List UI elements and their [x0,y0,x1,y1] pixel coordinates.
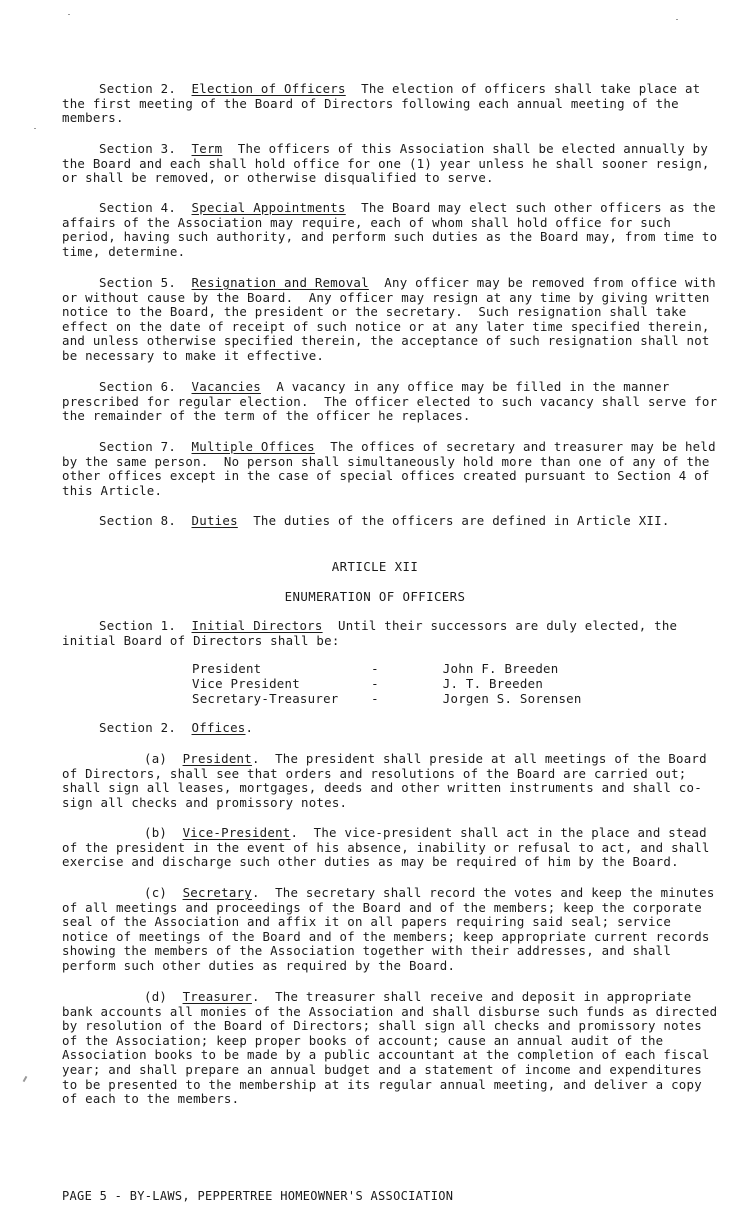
scan-speck [68,14,70,15]
section-label: Section 7. [99,439,177,454]
section-body: Any officer may be removed from office with or without cause by the Board. Any officer may resign at any time by giving written notice to the Board, the president or the secretary. Such resignation shall take effect on the date of receipt of such notice or at any later time specified therein, and unless otherwise specified therein, the acceptance of such resignation shall not be necessary to make it effective. [62,275,724,363]
section-label: Section 5. [99,275,177,290]
item-title: President [182,751,252,766]
section-2-election [62,82,722,126]
section-label: Section 2. [99,720,177,735]
section-1-initial-directors [62,619,722,648]
section-4-special-appointments [62,200,726,259]
item-body: The secretary shall record the votes and keep the minutes of all meetings and proceedings of the Board and of the members; keep the corporate seal of the Association and affix it on all papers requiring said seal; service notice of meetings of the Board and of the members; keep appropriate current records showing the members of the Association together with their addresses, and shall perform such other duties as required by the Board. [62,885,723,973]
section-body: The duties of the officers are defined in Article XII. [237,513,670,528]
section-3-term [62,142,722,186]
item-marker: (d) [144,989,168,1004]
office-president: (a) President. The president shall preside at all meetings of the Board of Directors, shall see that orders and resolutions of the Board are carried out; shall sign all leases, mortgages, deeds and other written instruments and shall co-sign all checks and promissory notes. [62,751,715,810]
item-marker: (a) [144,751,168,766]
scan-speck [676,19,678,20]
item-title: Vice-President [182,825,291,840]
officer-name: Jorgen S. Sorensen [442,691,582,706]
section-title: Special Appointments [191,200,346,215]
item-marker: (b) [144,825,168,840]
item-title: Treasurer [182,989,252,1004]
officer-title: Vice President [192,676,300,691]
section-body: The officers of this Association shall be elected annually by the Board and each shall hold office for one (1) year unless he shall sooner resign, or shall be removed, or otherwise disqualified to serve. [62,141,718,186]
article-heading: ARTICLE XII [331,559,419,574]
section-body: The election of officers shall take place at the first meeting of the Board of Directors following each annual meeting of the members. [62,81,709,126]
section-2-offices: Section 2. Offices. [99,720,254,735]
section-label: Section 8. [99,513,177,528]
item-body: The vice-president shall act in the place and stead of the president in the event of his absence, inability or refusal to act, and shall exercise and discharge such other duties as may be required of him by the Board. [62,825,718,870]
section-5-resignation [62,276,722,364]
scan-speck [34,128,36,129]
section-label: Section 2. [99,81,177,96]
item-marker: (c) [144,885,168,900]
section-title: Vacancies [191,379,261,394]
section-title: Initial Directors [191,618,323,633]
officer-name: John F. Breeden [442,661,559,676]
section-title: Multiple Offices [191,439,315,454]
section-label: Section 6. [99,379,177,394]
office-secretary: (c) Secretary. The secretary shall record the votes and keep the minutes of all meetings and proceedings of the Board and of the members; keep the corporate seal of the Association and affix it on all papers requiring said seal; service notice of meetings of the Board and of the members; keep appropriate current records showing the members of the Association together with their addresses, and shall perform such other duties as required by the Board. [62,885,723,973]
section-label: Section 4. [99,200,177,215]
separator-dash: - [371,661,379,676]
section-body: The offices of secretary and treasurer may be held by the same person. No person shall simultaneously hold more than one of any of the other offices except in the case of special offices created pursuant to Section 4 of this Article. [62,439,724,498]
list-item [192,676,612,691]
officer-title: Secretary-Treasurer [192,691,339,706]
section-title: Duties [191,513,238,528]
section-7-multiple-offices [62,440,722,498]
item-body: The treasurer shall receive and deposit in appropriate bank accounts all monies of the Association and shall disburse such funds as directed by resolution of the Board of Directors; shall sign all checks and promissory notes of the Association; keep proper books of account; cause an annual audit of the Association books to be made by a public accountant at the completion of each fiscal year; and shall prepare an annual budget and a statement of income and expenditures to be presented to the membership at its regular annual meeting, and deliver a copy of each to the members. [62,989,726,1107]
section-title: Resignation and Removal [191,275,369,290]
item-body: The president shall preside at all meetings of the Board of Directors, shall see that orders and resolutions of the Board are carried out; shall sign all leases, mortgages, deeds and other written instruments and shall co-sign all checks and promissory notes. [62,751,715,810]
section-title: Offices [191,720,246,735]
section-8-duties [62,514,722,529]
section-body: A vacancy in any office may be filled in the manner prescribed for regular election. The officer elected to such vacancy shall serve for the remainder of the term of the officer he replaces. [62,379,726,424]
item-title: Secretary [182,885,252,900]
list-item [192,661,612,676]
page-footer: PAGE 5 - BY-LAWS, PEPPERTREE HOMEOWNER'S ASSOCIATION [62,1189,454,1203]
section-label: Section 1. [99,618,177,633]
separator-dash: - [371,676,379,691]
section-body: The Board may elect such other officers as the affairs of the Association may require, each of whom shall hold office for such period, having such authority, and perform such duties as the Board may, from time to time, determine. [62,200,726,259]
initial-directors-list [192,661,612,706]
section-title: Election of Officers [191,81,346,96]
section-title: Term [191,141,223,156]
section-body: Until their successors are duly elected, the initial Board of Directors shall be: [62,618,685,648]
separator-dash: - [371,691,379,706]
officer-name: J. T. Breeden [442,676,544,691]
section-6-vacancies [62,379,726,424]
officer-title: President [192,661,262,676]
office-treasurer: (d) Treasurer. The treasurer shall receive and deposit in appropriate bank accounts all monies of the Association and shall disburse such funds as directed by resolution of the Board of Directors; shall sign all checks and promissory notes of the Association; keep proper books of account; cause an annual audit of the Association books to be made by a public accountant at the completion of each fiscal year; and shall prepare an annual budget and a statement of income and expenditures to be presented to the membership at its regular annual meeting, and deliver a copy of each to the members. [62,989,726,1107]
scan-speck [23,1076,28,1082]
section-label: Section 3. [99,141,177,156]
list-item [192,691,612,706]
article-subheading: ENUMERATION OF OFFICERS [284,589,466,604]
office-vice-president: (b) Vice-President. The vice-president shall act in the place and stead of the president in the event of his absence, inability or refusal to act, and shall exercise and discharge such other duties as may be required of him by the Board. [62,825,718,870]
